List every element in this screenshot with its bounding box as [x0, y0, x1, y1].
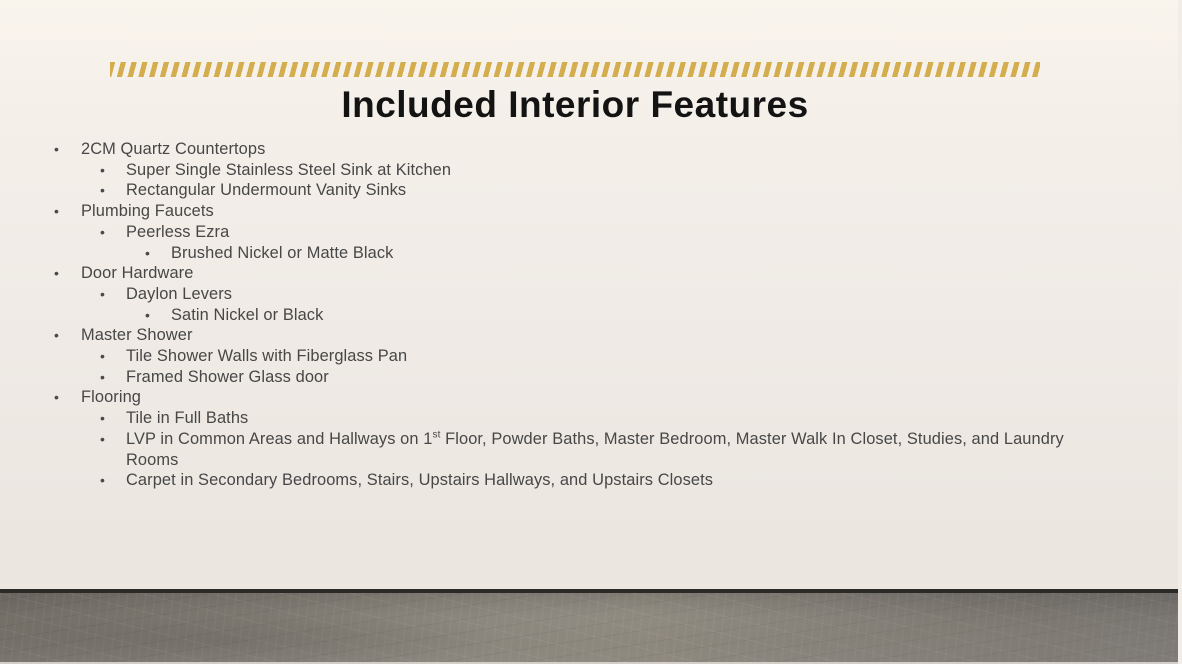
bullet-item	[48, 387, 1094, 408]
bullet-icon: •	[54, 203, 60, 220]
bullet-text: 2CM Quartz Countertops	[81, 140, 266, 158]
bullet-item	[48, 284, 1094, 305]
slide-header	[110, 62, 1040, 127]
bullet-text: Carpet in Secondary Bedrooms, Stairs, Upstairs Hallways, and Upstairs Closets	[126, 471, 714, 490]
bullet-text: Master Shower	[81, 326, 193, 345]
ordinal-superscript: st	[432, 429, 441, 441]
bullet-text: Super Single Stainless Steel Sink at Kitchen	[126, 160, 452, 179]
bullet-text: Rectangular Undermount Vanity Sinks	[126, 181, 407, 200]
bullet-item	[48, 408, 1094, 429]
bullet-text: Framed Shower Glass door	[126, 367, 329, 386]
bullet-icon: •	[145, 244, 151, 261]
bullet-text: Satin Nickel or Black	[171, 305, 324, 324]
bullet-icon: •	[54, 265, 60, 282]
bullet-item	[48, 325, 1094, 346]
bullet-icon: •	[100, 223, 106, 240]
slide-title: Included Interior Features	[341, 84, 809, 125]
bullet-item	[48, 429, 1094, 470]
bullet-item	[48, 305, 1094, 326]
bullet-item	[48, 222, 1094, 243]
bullet-text: Door Hardware	[81, 264, 194, 283]
bullet-icon: •	[100, 285, 106, 302]
bullet-item	[48, 180, 1094, 201]
bullet-item	[48, 470, 1094, 491]
bullet-item	[48, 243, 1094, 264]
bullet-icon: •	[54, 389, 60, 406]
bullet-text: Peerless Ezra	[126, 222, 230, 241]
bullet-text: Daylon Levers	[126, 284, 233, 303]
bullet-text: Tile in Full Baths	[126, 409, 249, 428]
bullet-icon: •	[145, 306, 151, 323]
bullet-icon: •	[100, 348, 106, 365]
bullet-text: Brushed Nickel or Matte Black	[171, 243, 394, 262]
bullet-item	[48, 160, 1094, 181]
bullet-icon: •	[100, 472, 106, 489]
bullet-text: Plumbing Faucets	[81, 202, 214, 221]
bullet-icon: •	[100, 430, 106, 447]
bullet-item	[48, 263, 1094, 284]
bullet-icon: •	[54, 327, 60, 344]
feature-list	[48, 139, 1094, 491]
bullet-icon: •	[100, 368, 106, 385]
bullet-icon: •	[100, 182, 106, 199]
bullet-item	[48, 201, 1094, 222]
bullet-icon: •	[100, 410, 106, 427]
bullet-text: LVP in Common Areas and Hallways on 1st Floor, Powder Baths, Master Bedroom, Master Walk In Closet, Studies, and Laundry Rooms	[126, 429, 1064, 469]
bullet-item	[48, 367, 1094, 388]
gold-stripe-divider	[110, 62, 1040, 77]
bullet-text: Flooring	[81, 388, 142, 407]
bullet-item	[48, 346, 1094, 367]
bullet-icon: •	[54, 141, 60, 157]
right-edge-highlight	[1178, 0, 1182, 664]
bullet-item	[48, 139, 1094, 160]
concrete-floor-photo	[0, 589, 1182, 664]
bullet-text: Tile Shower Walls with Fiberglass Pan	[126, 347, 408, 366]
bullet-icon: •	[100, 161, 106, 178]
